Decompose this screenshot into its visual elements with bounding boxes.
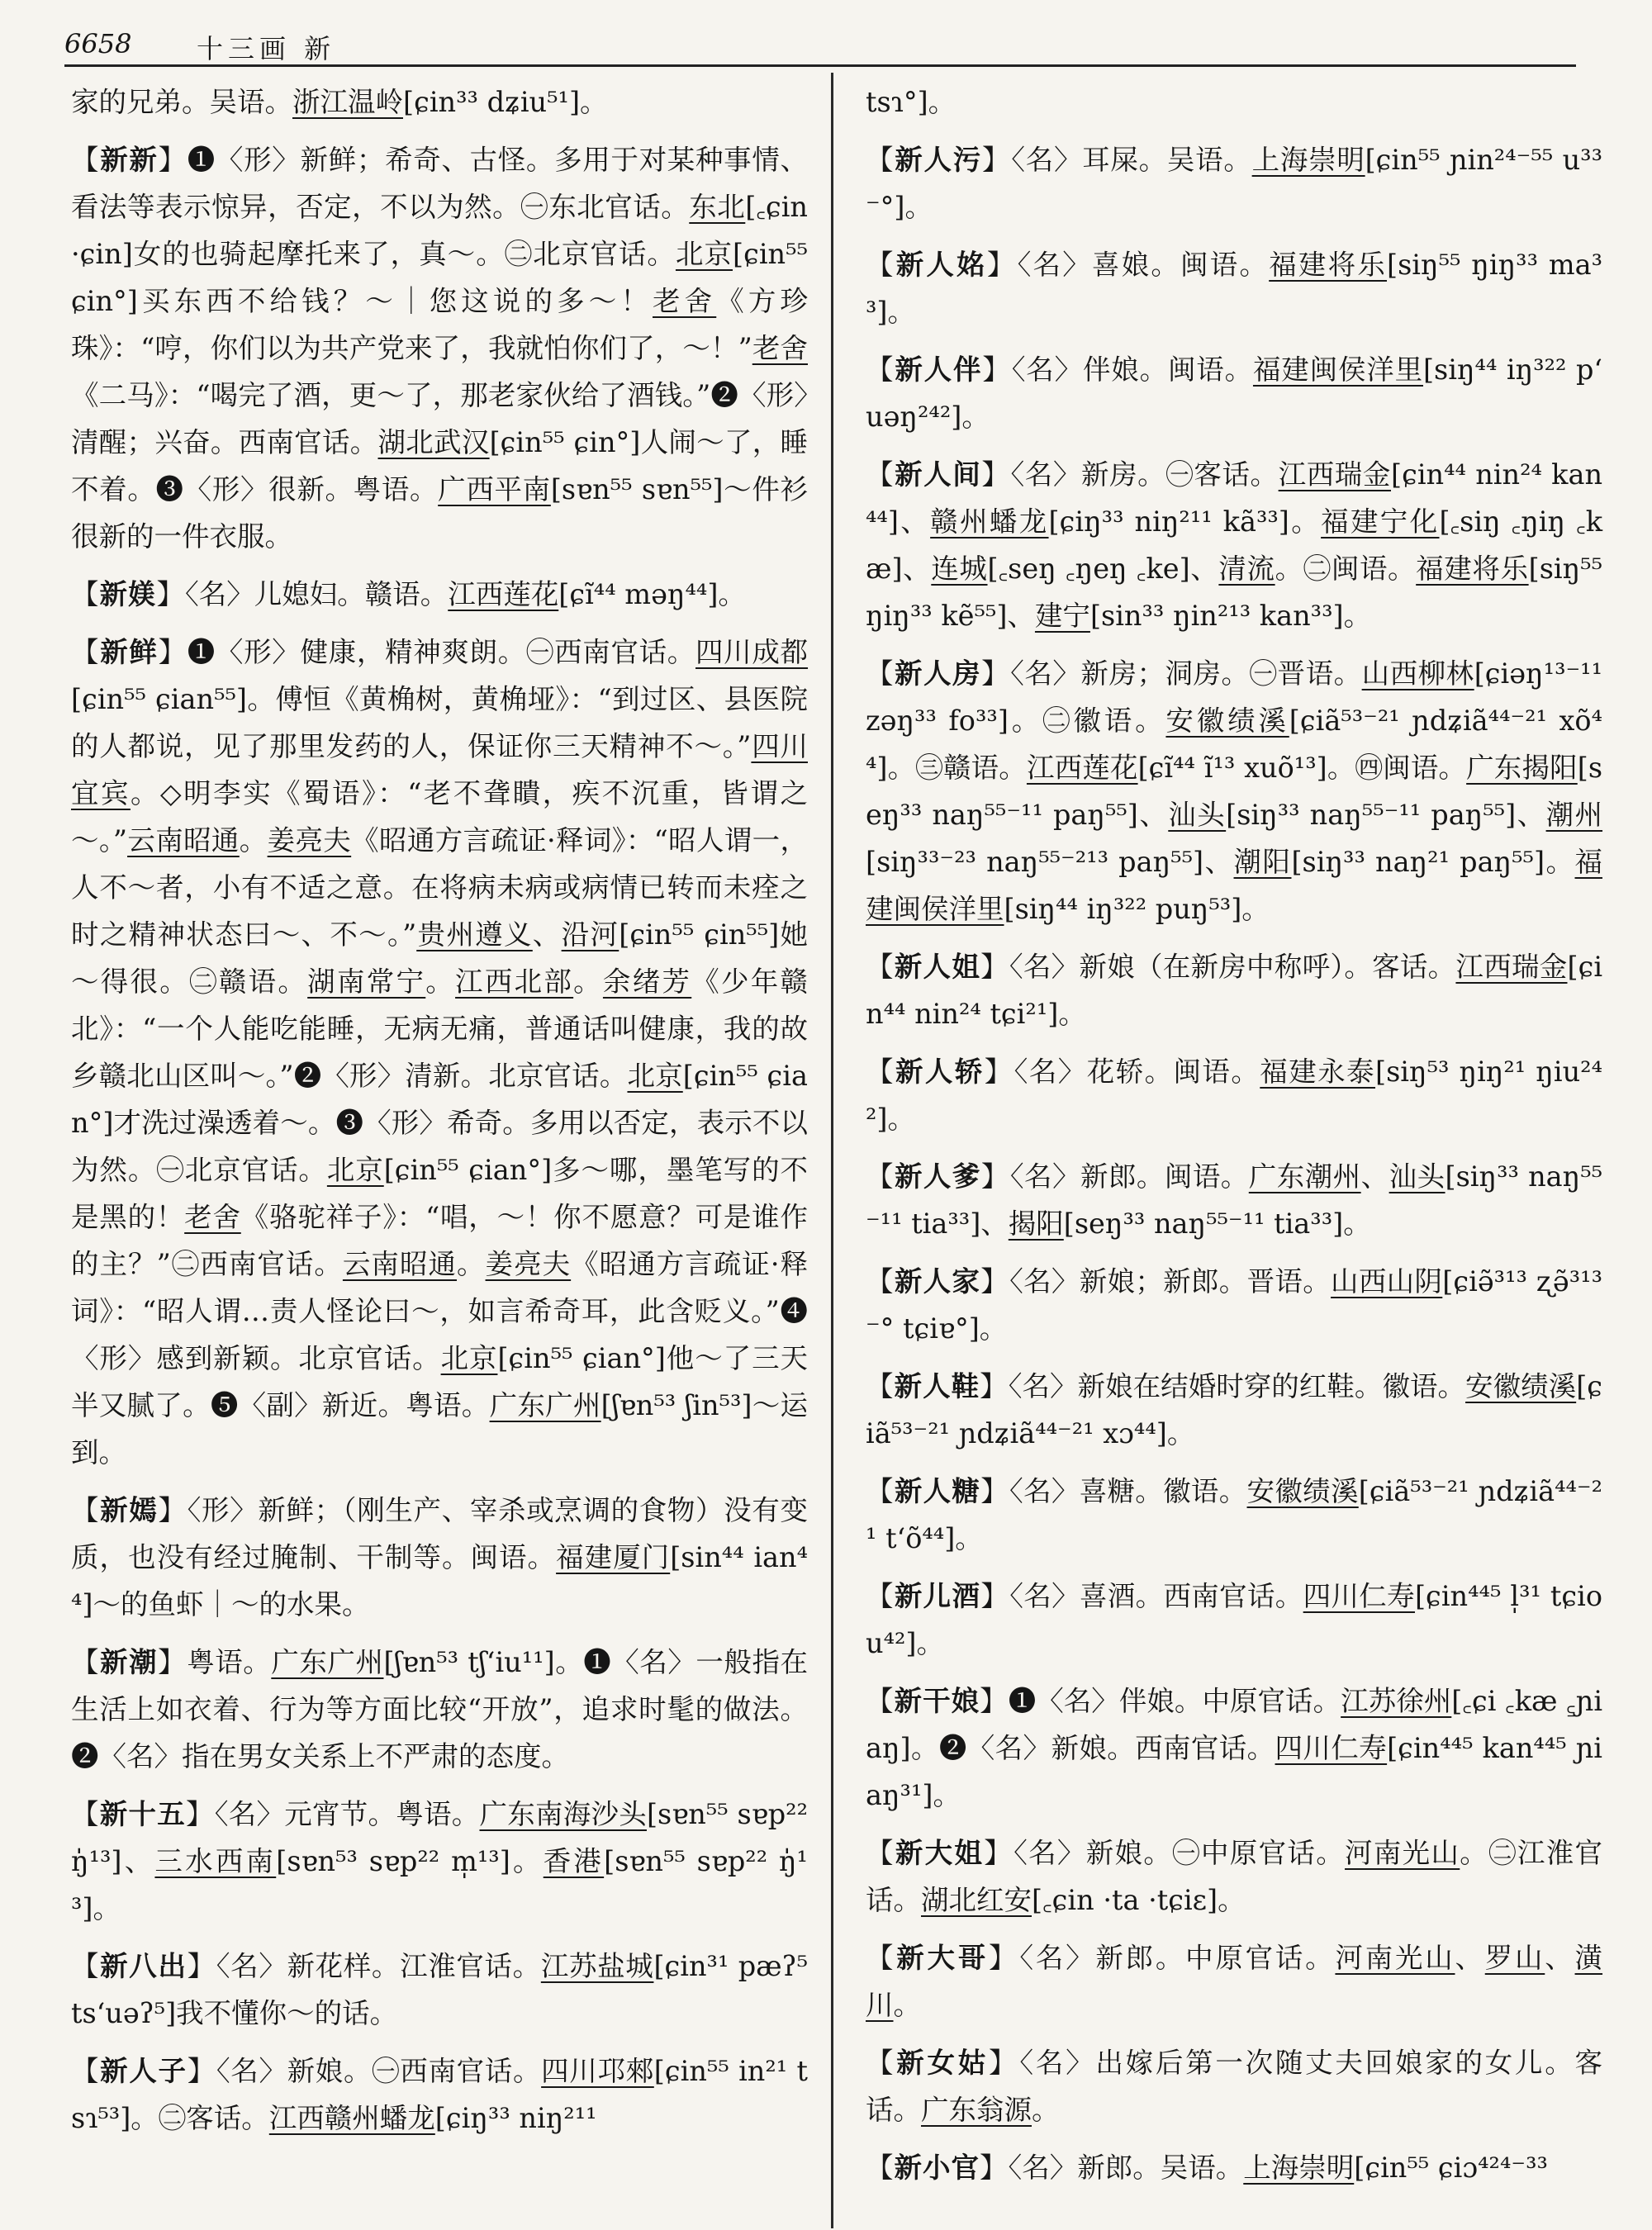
location-name: 江西瑞金 — [1278, 458, 1391, 491]
location-name: 江苏徐州 — [1341, 1685, 1452, 1717]
location-name: 三水西南 — [154, 1845, 277, 1877]
definition-text: 《昭通方言疏证·释词》：“昭人谓一，人不～者，小有不适之意。在将病未病或病情已转而未痊之时之精神状态曰～、不～。” — [71, 824, 808, 951]
entry-headword: 【新人姐】 — [866, 951, 1009, 983]
definition-text: [ɕin⁵⁵ ɕian°]多～哪，墨笔写的不是黑的！ — [71, 1154, 808, 1233]
definition-text: [ɕin⁴⁴⁵ kan⁴⁴⁵ ɲiaŋ³¹]。 — [866, 1732, 1603, 1811]
definition-text: 〈名〉花轿。闽语。 — [1014, 1056, 1260, 1088]
definition-text: 〈名〉新娘。㊀西南官话。 — [216, 2055, 542, 2087]
definition-text: [ɕin⁴⁴⁵ l̩³¹ tɕiou⁴²]。 — [866, 1580, 1603, 1659]
entry-headword: 【新人子】 — [71, 2055, 216, 2087]
entry-headword: 【新人间】 — [866, 458, 1011, 491]
location-name: 汕头 — [1389, 1160, 1446, 1193]
location-name: 山西山阴 — [1331, 1265, 1443, 1298]
section-heading: 十三画 新 — [197, 33, 336, 64]
entry-headword: 【新八出】 — [71, 1950, 216, 1982]
definition-text: [ɕiəŋ¹³⁻¹¹ zəŋ³³ fo³³]。㊁徽语。 — [866, 657, 1603, 737]
definition-text: 家的兄弟。吴语。 — [71, 86, 292, 118]
definition-text: 〈名〉新花样。江淮官话。 — [216, 1950, 541, 1982]
definition-text: 。 — [1032, 2094, 1060, 2126]
definition-text: [ɕin⁵⁵ ɕin°]人闹～了，睡不着。❸〈形〉很新。粤语。 — [71, 426, 809, 505]
location-name: 潢川 — [866, 1942, 1603, 2021]
dictionary-entry — [866, 1934, 1602, 2028]
definition-text: [ɕin⁵⁵ ɕiɔ⁴²⁴⁻³³ — [1354, 2152, 1548, 2184]
dictionary-entry — [866, 1048, 1602, 1142]
left-column — [71, 78, 808, 2152]
definition-text: 《骆驼祥子》：“唱，～！你不愿意？可是谁作的主？”㊁西南官话。 — [71, 1201, 808, 1280]
definition-text: [ɕiã⁵³⁻²¹ ɲdʑiã⁴⁴⁻²¹ tʻõ⁴⁴]。 — [866, 1475, 1603, 1554]
dictionary-entry — [866, 1829, 1602, 1924]
location-name: 江西赣州蟠龙 — [268, 2102, 435, 2134]
definition-text: [ʃɐn⁵³ tʃʻiu¹¹]。❶〈名〉一般指在生活上如衣着、行为等方面比较“开放”，追求时髦的做法。❷〈名〉指在男女关系上不严肃的态度。 — [71, 1646, 809, 1772]
entry-headword: 【新人污】 — [866, 144, 1012, 176]
definition-text: 《方珍珠》：“哼，你们以为共产党来了，我就怕你们了，～！” — [71, 285, 808, 364]
dictionary-entry — [866, 2144, 1602, 2191]
page-header — [64, 23, 1584, 69]
definition-text: 〈名〉新娘（在新房中称呼）。客话。 — [1009, 951, 1456, 983]
location-name: 连城 — [931, 553, 988, 585]
location-name: 老舍 — [653, 285, 717, 317]
location-name: 河南光山 — [1345, 1837, 1460, 1869]
dictionary-entry — [866, 346, 1602, 440]
definition-text: [sɐn⁵³ sɐp²² m̩¹³]。 — [276, 1845, 544, 1877]
definition-text: 〈名〉伴娘。闽语。 — [1011, 353, 1253, 386]
location-name: 云南昭通 — [127, 824, 240, 856]
location-name: 揭阳 — [1008, 1208, 1064, 1240]
dictionary-entry — [866, 1258, 1602, 1352]
definition-text: 、 — [1455, 1942, 1485, 1974]
location-name: 北京 — [675, 238, 733, 270]
entry-headword: 【新大哥】 — [866, 1942, 1020, 1974]
location-name: 湖南常宁 — [307, 966, 426, 998]
definition-text: 〈名〉新房。㊀客话。 — [1010, 458, 1279, 491]
location-name: 四川仁寿 — [1303, 1580, 1415, 1612]
location-name: 江西莲花 — [1026, 752, 1138, 784]
location-name: 罗山 — [1484, 1942, 1545, 1974]
location-name: 福建宁化 — [1321, 505, 1440, 538]
location-name: 四川仁寿 — [1275, 1732, 1388, 1764]
definition-text: 《二马》：“喝完了酒，更～了，那老家伙给了酒钱。”❷〈形〉清醒；兴奋。西南官话。 — [71, 379, 808, 458]
definition-text: 〈名〉新娘。㊀中原官话。 — [1014, 1837, 1346, 1869]
definition-text: 。 — [573, 966, 603, 998]
entry-headword: 【新人轿】 — [866, 1056, 1014, 1088]
location-name: 湖北武汉 — [377, 426, 490, 458]
page-number: 6658 — [64, 28, 132, 59]
definition-text: 粤语。 — [187, 1646, 272, 1678]
definition-text: [ɕin⁵⁵ ɲin²⁴⁻⁵⁵ u³³⁻°]。 — [866, 144, 1603, 223]
definition-text: [ɕiŋ³³ niŋ²¹¹ kã³³]。 — [1048, 505, 1322, 538]
definition-text: 。㊁江淮官话。 — [866, 1837, 1603, 1916]
definition-text: 〈名〉新娘；新郎。晋语。 — [1009, 1265, 1332, 1298]
definition-text: [seŋ³³ naŋ⁵⁵⁻¹¹ tia³³]。 — [1063, 1208, 1371, 1240]
entry-headword: 【新新】 — [71, 144, 188, 176]
entry-headword: 【新干娘】 — [866, 1685, 1009, 1717]
definition-text: [siŋ⁴⁴ iŋ³²² puŋ⁵³]。 — [1004, 893, 1270, 925]
header-rule — [64, 64, 1576, 67]
definition-text: 《昭通方言疏证·释词》：“昭人谓…责人怪论曰～，如言希奇耳，此含贬义。”❹〈形〉感到新颖。北京官话。 — [71, 1248, 809, 1374]
location-name: 福建闽侯洋里 — [1252, 353, 1423, 386]
location-name: 福建永泰 — [1260, 1056, 1376, 1088]
definition-text: tsɿ°]。 — [866, 86, 957, 118]
definition-text: [ɕin⁵⁵ ɕin°]买东西不给钱？～｜您这说的多～！ — [71, 238, 808, 317]
definition-text: 、 — [1360, 1160, 1389, 1193]
column-divider — [831, 73, 833, 2228]
definition-text: [꜀ɕin ·ta ·tɕiɛ]。 — [1032, 1884, 1246, 1916]
location-name: 广东潮州 — [1248, 1160, 1361, 1193]
definition-text: [siŋ⁵³ ŋiŋ²¹ ŋiu²⁴²]。 — [866, 1056, 1603, 1135]
dictionary-entry — [866, 943, 1602, 1037]
definition-text: [꜀seŋ ꜀ŋeŋ ꜀ke]、 — [987, 553, 1219, 585]
location-name: 姜亮夫 — [267, 824, 352, 856]
location-name: 北京 — [627, 1060, 683, 1092]
definition-text: [ɕin⁵⁵ ɕian°]才洗过澡透着～。❸〈形〉希奇。多用以否定，表示不以为然。㊀北京官话。 — [71, 1060, 808, 1186]
location-name: 广西平南 — [438, 473, 551, 505]
definition-text: [ɕiə̃³¹³ ʐə̃³¹³⁻° tɕiɐ°]。 — [866, 1265, 1603, 1345]
location-name: 云南昭通 — [342, 1248, 458, 1280]
entry-headword: 【新儿酒】 — [866, 1580, 1010, 1612]
entry-headword: 【新嫣】 — [71, 1494, 188, 1526]
entry-headword: 【新潮】 — [71, 1646, 188, 1678]
definition-text: [ɕin⁵⁵ ɕian⁵⁵]。傅恒《黄桷树，黄桷垭》：“到过区、县医院的人都说，见了那里发药的人，保证你三天精神不～。” — [71, 683, 808, 762]
definition-text: ❶〈名〉伴娘。中原官话。 — [1008, 1685, 1341, 1717]
location-name: 江西莲花 — [448, 578, 559, 610]
dictionary-entry — [866, 650, 1602, 932]
location-name: 四川邛郲 — [541, 2055, 654, 2087]
location-name: 广东广州 — [271, 1646, 384, 1678]
definition-text: [ɕĩ⁴⁴ ĩ¹³ xuõ¹³]。㊃闽语。 — [1137, 752, 1467, 784]
definition-text: [siŋ³³ naŋ⁵⁵⁻¹¹ paŋ⁵⁵]、 — [1226, 799, 1546, 831]
location-name: 香港 — [543, 1845, 605, 1877]
entry-headword: 【新女姑】 — [866, 2047, 1020, 2079]
definition-text: 。 — [893, 1989, 921, 2021]
location-name: 福建将乐 — [1269, 249, 1388, 281]
definition-text: [ɕin⁵⁵ in²¹ tsɿ⁵³]。㊁客话。 — [71, 2055, 809, 2134]
location-name: 福建将乐 — [1416, 553, 1529, 585]
location-name: 北京 — [440, 1342, 498, 1374]
definition-text: 〈名〉喜娘。闽语。 — [1017, 249, 1270, 281]
location-name: 沿河 — [561, 918, 620, 951]
entry-headword: 【新大姐】 — [866, 1837, 1014, 1869]
definition-text: [sɐn⁵⁵ sɐn⁵⁵]～件衫很新的一件衣服。 — [71, 473, 808, 553]
definition-text: [꜀siŋ ꜀ŋiŋ ꜀kæ]、 — [866, 505, 1602, 585]
location-name: 湖北红安 — [921, 1884, 1032, 1916]
definition-text: [ɕin³³ dʑiu⁵¹]。 — [403, 86, 608, 118]
definition-text: [siŋ³³ naŋ⁵⁵⁻¹¹ tia³³]、 — [866, 1160, 1603, 1240]
location-name: 上海崇明 — [1243, 2152, 1355, 2184]
location-name: 广东揭阳 — [1466, 752, 1578, 784]
definition-text: 。◇明李实《蜀语》：“老不聋瞶，疾不沉重，皆谓之～。” — [71, 777, 809, 856]
location-name: 汕头 — [1168, 799, 1227, 831]
definition-text: 〈名〉喜酒。西南官话。 — [1009, 1580, 1303, 1612]
location-name: 浙江温岭 — [292, 86, 403, 118]
definition-text: [ɕiã⁵³⁻²¹ ɲdʑiã⁴⁴⁻²¹ xõ⁴⁴]。㊂赣语。 — [866, 705, 1603, 784]
location-name: 江西北部 — [455, 966, 574, 998]
dictionary-entry — [71, 629, 808, 1476]
entry-headword: 【新人鞋】 — [866, 1370, 1009, 1402]
location-name: 东北 — [689, 191, 746, 223]
dictionary-entry — [71, 1639, 808, 1780]
location-name: 潮州 — [1545, 799, 1603, 831]
location-name: 四川成都 — [695, 636, 809, 668]
location-name: 建宁 — [1034, 600, 1090, 632]
definition-text: [sin⁴⁴ ian⁴⁴]～的鱼虾｜～的水果。 — [71, 1541, 809, 1620]
definition-text: 〈名〉新郎。吴语。 — [1008, 2152, 1244, 2184]
definition-text: [siŋ⁴⁴ iŋ³²² pʻuəŋ²⁴²]。 — [866, 353, 1603, 433]
dictionary-entry — [866, 1677, 1602, 1819]
location-name: 福建厦门 — [556, 1541, 671, 1573]
dictionary-entry — [866, 1363, 1602, 1457]
entry-headword: 【新人姳】 — [866, 249, 1018, 281]
definition-text: [siŋ⁵⁵ ŋiŋ³³ ma³³]。 — [866, 249, 1603, 328]
dictionary-entry — [866, 2039, 1602, 2133]
dictionary-entry — [866, 1153, 1602, 1247]
dictionary-entry — [866, 1468, 1602, 1562]
definition-text: [sɐn⁵⁵ sɐp²² ŋ̍¹³]。 — [71, 1845, 808, 1924]
definition-text: 〈名〉儿媳妇。赣语。 — [185, 578, 449, 610]
definition-text: [ɕiã⁵³⁻²¹ ɲdʑiã⁴⁴⁻²¹ xɔ⁴⁴]。 — [866, 1370, 1603, 1450]
location-name: 安徽绩溪 — [1165, 705, 1289, 737]
entry-headword: 【新小官】 — [866, 2152, 1009, 2184]
location-name: 老舍 — [752, 332, 808, 364]
right-column — [866, 78, 1602, 2202]
dictionary-entry — [71, 1791, 808, 1932]
location-name: 潮阳 — [1233, 846, 1292, 878]
definition-text: 。 — [457, 1248, 486, 1280]
location-name: 赣州蟠龙 — [930, 505, 1049, 538]
definition-text: 〈名〉喜糖。徽语。 — [1009, 1475, 1247, 1507]
dictionary-entry — [866, 241, 1602, 335]
location-name: 河南光山 — [1335, 1942, 1455, 1974]
definition-text: 。 — [239, 824, 268, 856]
definition-text: 、 — [532, 918, 562, 951]
definition-text: [ɕin⁴⁴ nin²⁴ tɕi²¹]。 — [866, 951, 1603, 1030]
location-name: 清流 — [1218, 553, 1275, 585]
entry-headword: 【新人糖】 — [866, 1475, 1010, 1507]
location-name: 福建闽侯洋里 — [866, 846, 1602, 925]
definition-text: [ʃɐn⁵³ ʃin⁵³]～运到。 — [71, 1389, 809, 1468]
definition-text: 〈名〉新娘在结婚时穿的红鞋。徽语。 — [1008, 1370, 1466, 1402]
dictionary-entry — [866, 136, 1602, 230]
location-name: 老舍 — [184, 1201, 241, 1233]
definition-text: [ɕin³¹ pæʔ⁵ tsʻuəʔ⁵]我不懂你～的话。 — [71, 1950, 809, 2029]
definition-text: [seŋ³³ naŋ⁵⁵⁻¹¹ paŋ⁵⁵]、 — [866, 752, 1603, 831]
definition-text: 〈名〉元宵节。粤语。 — [214, 1798, 480, 1830]
location-name: 山西柳林 — [1361, 657, 1474, 690]
definition-text: 〈名〉新郎。中原官话。 — [1019, 1942, 1336, 1974]
definition-text: [siŋ³³ naŋ²¹ paŋ⁵⁵]。 — [1291, 846, 1575, 878]
definition-text: ❶〈形〉新鲜；希奇、古怪。多用于对某种事情、看法等表示惊异，否定，不以为然。㊀东北官话。 — [71, 144, 809, 223]
definition-text: [sin³³ ŋin²¹³ kan³³]。 — [1089, 600, 1372, 632]
entry-headword: 【新十五】 — [71, 1798, 215, 1830]
definition-text: 、 — [1545, 1942, 1575, 1974]
definition-text: 〈名〉新房；洞房。㊀晋语。 — [1010, 657, 1362, 690]
definition-text: [꜀ɕi ꜀kæ ꜁ɲiaŋ]。❷〈名〉新娘。西南官话。 — [866, 1685, 1603, 1764]
location-name: 姜亮夫 — [485, 1248, 572, 1280]
definition-text: [ɕin⁵⁵ ɕian°]他～了三天半又腻了。❺〈副〉新近。粤语。 — [71, 1342, 809, 1421]
entry-continuation — [866, 78, 1602, 126]
location-name: 余绪芳 — [602, 966, 692, 998]
dictionary-entry — [71, 571, 808, 618]
definition-text: [ɕin⁴⁴ nin²⁴ kan⁴⁴]、 — [866, 458, 1603, 538]
dictionary-entry — [71, 1487, 808, 1628]
definition-text: 。 — [425, 966, 456, 998]
dictionary-entry — [866, 451, 1602, 639]
location-name: 广东广州 — [489, 1389, 601, 1421]
location-name: 安徽绩溪 — [1465, 1370, 1577, 1402]
definition-text: [ɕĩ⁴⁴ məŋ⁴⁴]。 — [558, 578, 746, 610]
definition-text: [ɕiŋ³³ niŋ²¹¹ — [434, 2102, 597, 2134]
definition-text: 〈形〉新鲜；（刚生产、宰杀或烹调的食物）没有变质，也没有经过腌制、干制等。闽语。 — [71, 1494, 809, 1573]
definition-text: ❶〈形〉健康，精神爽朗。㊀西南官话。 — [187, 636, 695, 668]
entry-continuation — [71, 78, 808, 126]
location-name: 四川宜宾 — [71, 730, 808, 809]
location-name: 江西瑞金 — [1455, 951, 1568, 983]
location-name: 北京 — [326, 1154, 384, 1186]
location-name: 上海崇明 — [1251, 144, 1365, 176]
definition-text: 〈名〉新郎。闽语。 — [1009, 1160, 1249, 1193]
entry-headword: 【新人伴】 — [866, 353, 1012, 386]
definition-text: [ɕin⁵⁵ ɕin⁵⁵]她～得很。㊁赣语。 — [71, 918, 809, 998]
entry-headword: 【新人家】 — [866, 1265, 1010, 1298]
location-name: 广东翁源 — [921, 2094, 1032, 2126]
location-name: 安徽绩溪 — [1246, 1475, 1359, 1507]
definition-text: [siŋ⁵⁵ ŋiŋ³³ kẽ⁵⁵]、 — [866, 553, 1603, 632]
location-name: 贵州遵义 — [416, 918, 533, 951]
entry-headword: 【新人房】 — [866, 657, 1011, 690]
entry-headword: 【新鲜】 — [71, 636, 188, 668]
location-name: 江苏盐城 — [540, 1950, 654, 1982]
definition-text: 〈名〉耳屎。吴语。 — [1011, 144, 1252, 176]
dictionary-entry — [71, 1943, 808, 2037]
entry-headword: 【新媄】 — [71, 578, 185, 610]
definition-text: [sɐn⁵⁵ sɐp²² ŋ̍¹³]、 — [71, 1798, 809, 1877]
dictionary-entry — [866, 1573, 1602, 1667]
dictionary-entry — [71, 136, 808, 560]
location-name: 广东南海沙头 — [479, 1798, 647, 1830]
definition-text: 〈名〉出嫁后第一次随丈夫回娘家的女儿。客话。 — [866, 2047, 1603, 2126]
definition-text: 《少年赣北》：“一个人能吃能睡，无病无痛，普通话叫健康，我的故乡赣北山区叫～。”❷〈形〉清新。北京官话。 — [71, 966, 809, 1092]
definition-text: [siŋ³³⁻²³ naŋ⁵⁵⁻²¹³ paŋ⁵⁵]、 — [866, 846, 1234, 878]
dictionary-entry — [71, 2047, 808, 2142]
entry-headword: 【新人爹】 — [866, 1160, 1010, 1193]
definition-text: [꜀ɕin ·ɕin]女的也骑起摩托来了，真～。㊁北京官话。 — [71, 191, 809, 270]
definition-text: 。㊁闽语。 — [1275, 553, 1417, 585]
